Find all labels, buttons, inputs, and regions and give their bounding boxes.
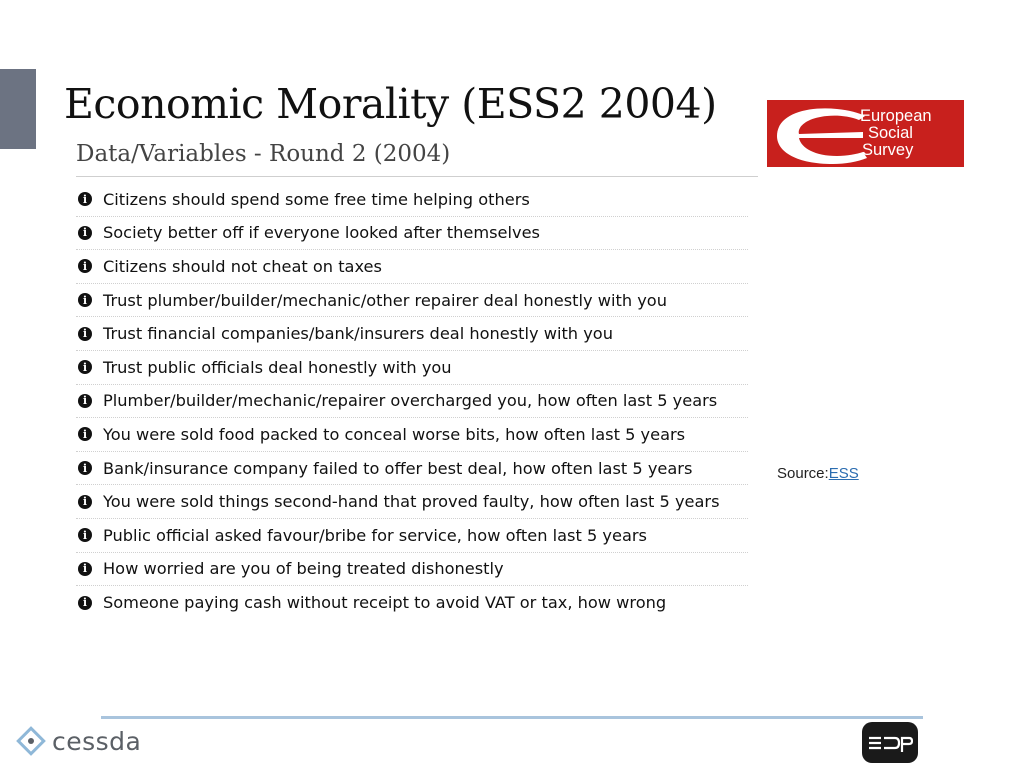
variable-item (76, 284, 748, 318)
info-icon[interactable]: i (78, 528, 92, 542)
cessda-logo (16, 726, 141, 756)
info-icon[interactable]: i (78, 596, 92, 610)
adp-icon (867, 732, 913, 754)
info-icon[interactable]: i (78, 427, 92, 441)
info-icon[interactable]: i (78, 562, 92, 576)
ess-logo-line: Social (868, 124, 913, 142)
variable-list (76, 183, 748, 620)
variable-item (76, 385, 748, 419)
ess-logo-text (860, 108, 932, 159)
variable-label[interactable]: Citizens should not cheat on taxes (103, 256, 382, 276)
variable-item (76, 553, 748, 587)
variable-label[interactable]: How worried are you of being treated dishonestly (103, 559, 504, 579)
variable-label[interactable]: Trust plumber/builder/mechanic/other repairer deal honestly with you (103, 290, 667, 310)
info-icon[interactable]: i (78, 259, 92, 273)
variable-item (76, 452, 748, 486)
info-icon[interactable]: i (78, 293, 92, 307)
ess-logo-line: Survey (862, 141, 914, 159)
adp-logo (862, 722, 918, 763)
variable-label[interactable]: Trust public officials deal honestly with you (103, 357, 452, 377)
footer-divider (101, 716, 923, 719)
variable-item (76, 317, 748, 351)
variable-label[interactable]: Bank/insurance company failed to offer best deal, how often last 5 years (103, 458, 693, 478)
variable-label[interactable]: Society better off if everyone looked after themselves (103, 223, 540, 243)
diamond-icon (16, 726, 46, 756)
info-icon[interactable]: i (78, 226, 92, 240)
accent-bar (0, 69, 36, 149)
ess-logo-line: European (860, 107, 932, 125)
source-prefix: Source: (777, 465, 829, 482)
variable-label[interactable]: Someone paying cash without receipt to avoid VAT or tax, how wrong (103, 593, 667, 613)
info-icon[interactable]: i (78, 394, 92, 408)
ess-logo (767, 100, 964, 167)
info-icon[interactable]: i (78, 360, 92, 374)
variable-label[interactable]: Plumber/builder/mechanic/repairer overcharged you, how often last 5 years (103, 391, 718, 411)
cessda-wordmark: cessda (52, 726, 142, 756)
variable-label[interactable]: You were sold things second-hand that proved faulty, how often last 5 years (103, 492, 720, 512)
variable-item (76, 418, 748, 452)
variable-item (76, 250, 748, 284)
info-icon[interactable]: i (78, 461, 92, 475)
info-icon[interactable]: i (78, 495, 92, 509)
info-icon[interactable]: i (78, 192, 92, 206)
variable-item (76, 183, 748, 217)
subtitle: Data/Variables - Round 2 (2004) (76, 141, 451, 167)
variable-item (76, 485, 748, 519)
info-icon[interactable]: i (78, 327, 92, 341)
variable-label[interactable]: You were sold food packed to conceal worse bits, how often last 5 years (103, 424, 686, 444)
variable-item (76, 217, 748, 251)
variable-item (76, 586, 748, 620)
variable-label[interactable]: Public official asked favour/bribe for service, how often last 5 years (103, 525, 647, 545)
variable-item (76, 351, 748, 385)
divider (76, 176, 758, 177)
source-link[interactable]: ESS (828, 465, 859, 482)
variable-label[interactable]: Trust financial companies/bank/insurers deal honestly with you (103, 324, 613, 344)
slide-title: Economic Morality (ESS2 2004) (64, 80, 717, 128)
variable-label[interactable]: Citizens should spend some free time helping others (103, 189, 530, 209)
variable-item (76, 519, 748, 553)
source-note (777, 465, 859, 482)
